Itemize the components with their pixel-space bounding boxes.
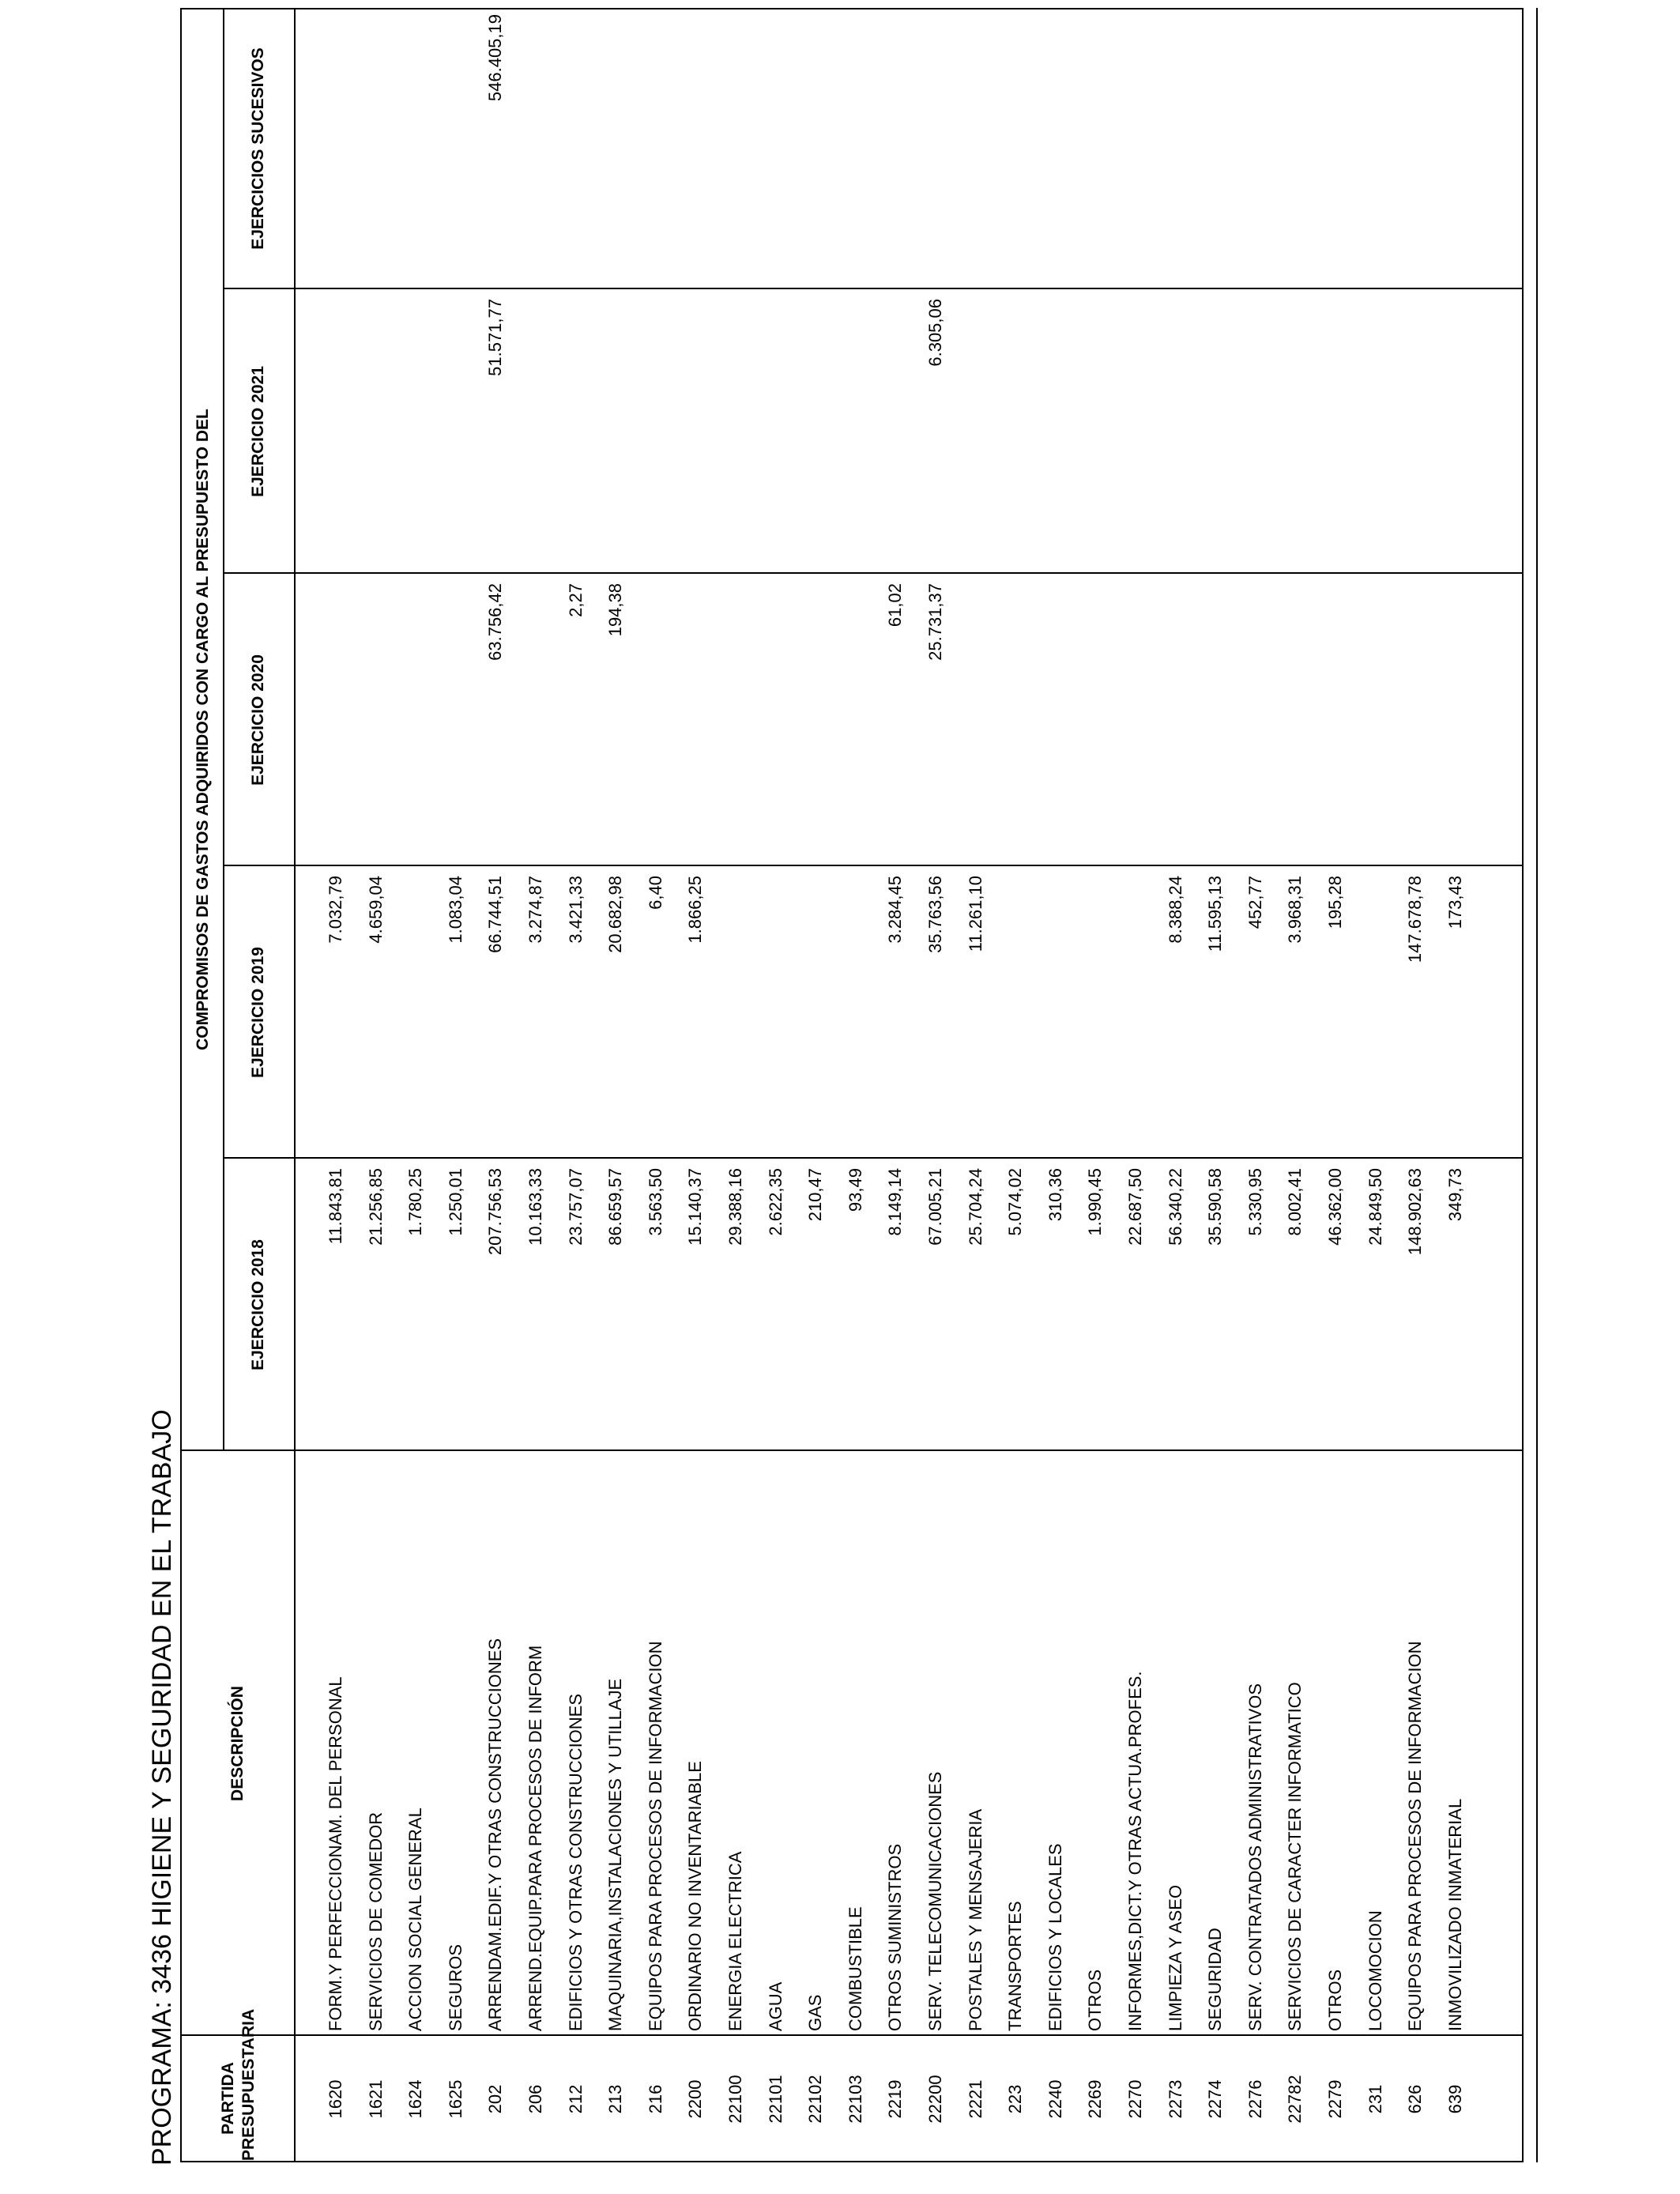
header-partida: PARTIDA PRESUPUESTARIA [219,2008,258,2161]
row-value-col-2: 35.763,56 [925,876,945,953]
row-description: ARREND.EQUIP.PARA PROCESOS DE INFORM [525,1645,545,2031]
row-code: 202 [485,2084,505,2114]
divider-2020 [224,865,1522,866]
header-ejercicio-2021: EJERCICIO 2021 [249,366,267,497]
row-description: OTROS [1085,1969,1105,2031]
row-value-col-3: 63.756,42 [485,583,505,661]
right-margin-rule [1536,8,1538,2162]
row-value-col-4: 51.571,77 [485,299,505,376]
row-value-col-2: 3.274,87 [525,876,545,944]
row-code: 2273 [1166,2079,1185,2119]
row-value-col-1: 22.687,50 [1125,1168,1145,1246]
row-value-col-1: 3.563,50 [646,1168,665,1236]
row-value-col-2: 7.032,79 [326,876,345,944]
page-title: PROGRAMA: 3436 HIGIENE Y SEGURIDAD EN EL TRABAJO [147,1409,177,2166]
row-value-col-1: 2.622,35 [766,1168,785,1236]
row-value-col-2: 3.284,45 [885,876,905,944]
row-value-col-2: 20.682,98 [605,876,625,953]
row-value-col-4: 6.305,06 [925,299,945,367]
row-value-col-1: 8.149,14 [885,1168,905,1236]
row-code: 22100 [725,2075,745,2124]
row-value-col-1: 29.388,16 [725,1168,745,1246]
row-description: SERV. TELECOMUNICACIONES [925,1771,945,2031]
row-code: 2240 [1045,2079,1065,2119]
row-description: SERVICIOS DE COMEDOR [366,1811,386,2031]
row-code: 22103 [846,2075,865,2124]
row-code: 216 [646,2084,665,2114]
row-value-col-1: 310,36 [1045,1168,1065,1222]
row-code: 22101 [766,2075,785,2124]
row-value-col-2: 4.659,04 [366,876,386,944]
row-value-col-1: 24.849,50 [1365,1168,1385,1246]
row-description: TRANSPORTES [1005,1901,1025,2031]
hline-group-header [223,8,224,1451]
row-value-col-1: 67.005,21 [925,1168,945,1246]
row-value-col-1: 10.163,33 [525,1168,545,1246]
row-code: 2200 [685,2079,705,2119]
row-code: 2279 [1325,2079,1345,2119]
row-value-col-2: 1.866,25 [685,876,705,944]
row-code: 1625 [446,2079,465,2119]
row-code: 206 [525,2084,545,2114]
row-value-col-2: 66.744,51 [485,876,505,953]
row-description: SERV. CONTRATADOS ADMINISTRATIVOS [1245,1683,1265,2031]
divider-partida [182,2034,1522,2036]
row-description: SERVICIOS DE CARACTER INFORMATICO [1285,1682,1305,2031]
row-code: 22102 [805,2075,825,2124]
row-value-col-2: 11.261,10 [966,876,985,952]
row-value-col-1: 21.256,85 [366,1168,386,1246]
row-code: 213 [605,2084,625,2114]
row-value-col-2: 147.678,78 [1405,876,1425,963]
row-description: ENERGIA ELECTRICA [725,1851,745,2031]
row-description: INFORMES,DICT.Y OTRAS ACTUA.PROFES. [1125,1671,1145,2031]
row-description: FORM.Y PERFECCIONAM. DEL PERSONAL [326,1676,345,2031]
row-code: 2274 [1205,2079,1225,2119]
row-code: 223 [1005,2084,1025,2114]
row-code: 1624 [405,2079,425,2119]
row-description: GAS [805,1994,825,2031]
row-value-col-3: 61,02 [885,583,905,628]
row-value-col-1: 23.757,07 [566,1168,586,1246]
row-code: 231 [1365,2084,1385,2114]
row-description: OTROS [1325,1969,1345,2031]
row-value-col-1: 8.002,41 [1285,1168,1305,1236]
budget-table [180,8,1524,2162]
row-value-col-2: 8.388,24 [1166,876,1185,944]
row-value-col-2: 11.595,13 [1205,876,1225,952]
row-value-col-1: 15.140,37 [685,1168,705,1246]
row-value-col-2: 3.968,31 [1285,876,1305,944]
row-description: INMOVILIZADO INMATERIAL [1445,1798,1465,2031]
row-value-col-2: 452,77 [1245,876,1265,929]
row-code: 2270 [1125,2079,1145,2119]
row-code: 2276 [1245,2079,1265,2119]
row-value-col-1: 93,49 [846,1168,865,1212]
row-description: EQUIPOS PARA PROCESOS DE INFORMACION [646,1641,665,2031]
row-value-col-3: 194,38 [605,583,625,637]
row-code: 1620 [326,2079,345,2119]
row-description: EQUIPOS PARA PROCESOS DE INFORMACION [1405,1641,1425,2031]
row-code: 22200 [925,2075,945,2124]
row-description: LIMPIEZA Y ASEO [1166,1884,1185,2031]
row-value-col-3: 25.731,37 [925,583,945,661]
row-description: MAQUINARIA,INSTALACIONES Y UTILLAJE [605,1678,625,2031]
row-code: 2219 [885,2079,905,2119]
row-code: 212 [566,2084,586,2114]
row-description: SEGUROS [446,1943,465,2031]
row-value-col-1: 25.704,24 [966,1168,985,1246]
row-description: EDIFICIOS Y LOCALES [1045,1843,1065,2031]
row-description: ACCION SOCIAL GENERAL [405,1808,425,2031]
hline-header-bottom [294,8,296,2161]
row-code: 2221 [966,2079,985,2119]
divider-2021 [224,572,1522,574]
row-description: ARRENDAM.EDIF.Y OTRAS CONSTRUCCIONES [485,1638,505,2031]
row-value-col-1: 1.990,45 [1085,1168,1105,1236]
row-value-col-1: 56.340,22 [1166,1168,1185,1246]
row-value-col-1: 11.843,81 [326,1168,345,1245]
row-code: 626 [1405,2084,1425,2114]
row-value-col-1: 46.362,00 [1325,1168,1345,1246]
divider-sucesivos [224,288,1522,289]
row-description: SEGURIDAD [1205,1928,1225,2031]
row-code: 22782 [1285,2075,1305,2124]
header-descripcion: DESCRIPCIÓN [228,1686,247,1801]
row-description: COMBUSTIBLE [846,1906,865,2031]
row-value-col-5: 546.405,19 [485,14,505,102]
row-value-col-1: 207.756,53 [485,1168,505,1256]
row-value-col-1: 5.074,02 [1005,1168,1025,1236]
header-ejercicio-2018: EJERCICIO 2018 [249,1239,267,1370]
row-value-col-1: 86.659,57 [605,1168,625,1246]
row-description: LOCOMOCION [1365,1910,1385,2031]
row-value-col-1: 349,73 [1445,1168,1465,1222]
row-value-col-1: 1.780,25 [405,1168,425,1236]
row-value-col-1: 35.590,58 [1205,1168,1225,1246]
row-value-col-1: 1.250,01 [446,1168,465,1236]
row-description: EDIFICIOS Y OTRAS CONSTRUCCIONES [566,1693,586,2031]
row-value-col-2: 1.083,04 [446,876,465,944]
row-description: ORDINARIO NO INVENTARIABLE [685,1761,705,2031]
row-value-col-1: 148.902,63 [1405,1168,1425,1256]
row-code: 639 [1445,2084,1465,2114]
row-value-col-1: 210,47 [805,1168,825,1222]
row-code: 2269 [1085,2079,1105,2119]
row-value-col-2: 195,28 [1325,876,1345,929]
row-value-col-3: 2,27 [566,583,586,617]
row-value-col-2: 173,43 [1445,876,1465,929]
row-value-col-2: 6,40 [646,876,665,910]
row-description: POSTALES Y MENSAJERIA [966,1808,985,2031]
header-compromisos: COMPROMISOS DE GASTOS ADQUIRIDOS CON CARGO AL PRESUPUESTO DEL [194,409,212,1050]
row-description: AGUA [766,1981,785,2031]
row-value-col-2: 3.421,33 [566,876,586,944]
row-code: 1621 [366,2079,386,2119]
header-ejercicio-2019: EJERCICIO 2019 [249,947,267,1078]
header-ejercicios-sucesivos: EJERCICIOS SUCESIVOS [249,47,267,250]
row-value-col-1: 5.330,95 [1245,1168,1265,1236]
row-description: OTROS SUMINISTROS [885,1843,905,2031]
header-ejercicio-2020: EJERCICIO 2020 [249,654,267,786]
